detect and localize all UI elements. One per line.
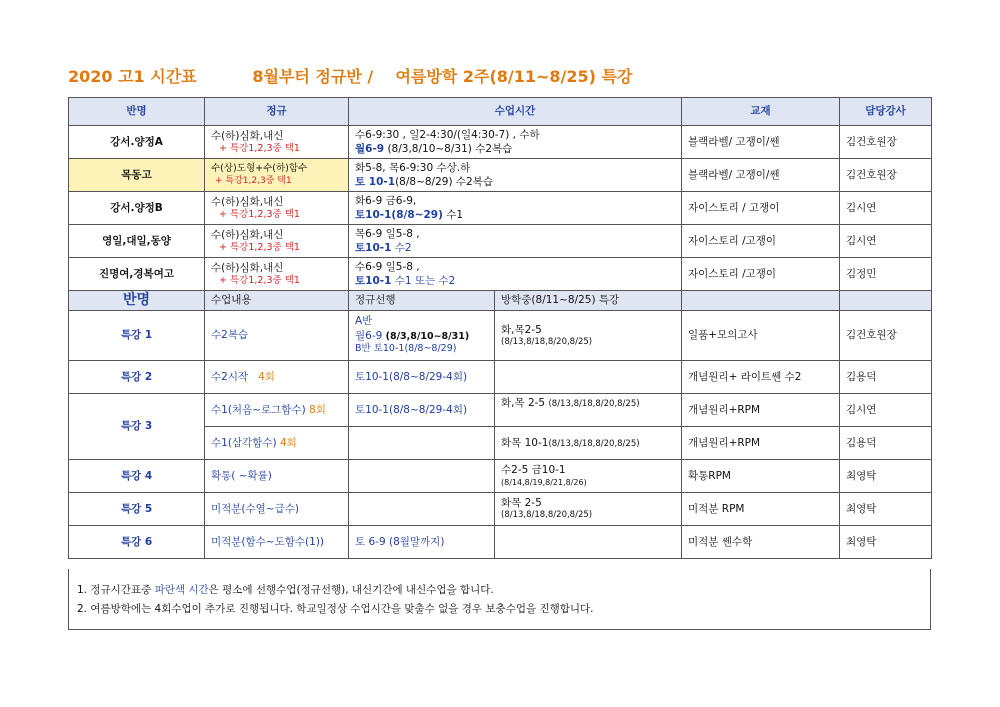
teacher: 김정민 xyxy=(840,258,932,291)
special-preview: 토10-1(8/8~8/29-4회) xyxy=(349,360,495,393)
special-preview: 토 6-9 (8월말까지) xyxy=(349,525,495,558)
header-teacher: 담당강사 xyxy=(840,98,932,126)
regular-course: 수(하)심화,내신 + 특강1,2,3중 택1 xyxy=(205,258,349,291)
textbook: 자이스토리 / 고쟁이 xyxy=(682,192,840,225)
special-content: 미적분(함수~도함수(1)) xyxy=(205,525,349,558)
table-header-row xyxy=(69,98,932,126)
special-content: 수1(삼각함수) 4회 xyxy=(205,426,349,459)
table-row xyxy=(69,525,932,558)
class-name: 목동고 xyxy=(69,159,205,192)
subheader-vacation: 방학중(8/11~8/25) 특강 xyxy=(495,291,682,311)
teacher: 김용덕 xyxy=(840,426,932,459)
special-content: 수1(처음~로그함수) 8회 xyxy=(205,393,349,426)
table-row xyxy=(69,310,932,360)
class-name: 강서.양정B xyxy=(69,192,205,225)
special-vacation xyxy=(495,525,682,558)
table-row xyxy=(69,492,932,525)
textbook: 블랙라벨/ 고쟁이/쎈 xyxy=(682,126,840,159)
class-name: 강서.양정A xyxy=(69,126,205,159)
class-time: 목6-9 일5-8 , 토10-1 수2 xyxy=(349,225,682,258)
textbook: 자이스토리 /고쟁이 xyxy=(682,258,840,291)
teacher: 최영탁 xyxy=(840,525,932,558)
teacher: 김건호원장 xyxy=(840,126,932,159)
note-2: 2. 여름방학에는 4회수업이 추가로 진행됩니다. 학교일정상 수업시간을 맞출수 없을 경우 보충수업을 진행합니다. xyxy=(77,603,594,615)
class-name: 영일,대일,동양 xyxy=(69,225,205,258)
special-preview: 토10-1(8/8~8/29-4회) xyxy=(349,393,495,426)
regular-course: 수(하)심화,내신 + 특강1,2,3중 택1 xyxy=(205,192,349,225)
note-1: 1. 정규시간표중 파란색 시간은 평소에 선행수업(정규선행), 내신기간에 내신수업을 합니다. xyxy=(77,584,494,596)
header-class-time: 수업시간 xyxy=(349,98,682,126)
textbook: 개념원리+ 라이트쎈 수2 xyxy=(682,360,840,393)
special-vacation: 수2-5 금10-1 (8/14,8/19,8/21,8/26) xyxy=(495,459,682,492)
special-name: 특강 4 xyxy=(69,459,205,492)
teacher: 최영탁 xyxy=(840,492,932,525)
special-vacation: 화,목2-5 (8/13,8/18,8/20,8/25) xyxy=(495,310,682,360)
subheader-class: 반명 xyxy=(69,291,205,311)
textbook: 자이스토리 /고쟁이 xyxy=(682,225,840,258)
class-time: 수6-9:30 , 일2-4:30/(일4:30-7) , 수하 월6-9 (8/3,8/10~8/31) 수2복습 xyxy=(349,126,682,159)
textbook: 일품+모의고사 xyxy=(682,310,840,360)
header-regular: 정규 xyxy=(205,98,349,126)
special-name: 특강 3 xyxy=(69,393,205,459)
special-preview: A반 월6-9 (8/3,8/10~8/31) B반 토10-1(8/8~8/29) xyxy=(349,310,495,360)
notes-box xyxy=(68,569,931,630)
regular-course: 수(하)심화,내신 + 특강1,2,3중 택1 xyxy=(205,225,349,258)
special-name: 특강 2 xyxy=(69,360,205,393)
class-time: 화5-8, 목6-9:30 수상.하 토 10-1(8/8~8/29) 수2복습 xyxy=(349,159,682,192)
subheader-teacher-blank xyxy=(840,291,932,311)
regular-course: 수(상)도형+수(하)함수 + 특강1,2,3중 택1 xyxy=(205,159,349,192)
header-textbook: 교재 xyxy=(682,98,840,126)
table-row xyxy=(69,126,932,159)
regular-course: 수(하)심화,내신 + 특강1,2,3중 택1 xyxy=(205,126,349,159)
special-vacation: 화,목 2-5 (8/13,8/18,8/20,8/25) xyxy=(495,393,682,426)
special-content: 수2복습 xyxy=(205,310,349,360)
subheader-textbook-blank xyxy=(682,291,840,311)
table-row xyxy=(69,192,932,225)
table-row xyxy=(69,393,932,426)
page-title: 2020 고1 시간표 8월부터 정규반 / 여름방학 2주(8/11~8/25) 특강 xyxy=(68,67,633,86)
table-row xyxy=(69,360,932,393)
class-name: 진명여,경복여고 xyxy=(69,258,205,291)
special-content: 수2시작 4회 xyxy=(205,360,349,393)
special-preview xyxy=(349,426,495,459)
special-vacation: 화목 2-5 (8/13,8/18,8/20,8/25) xyxy=(495,492,682,525)
special-preview xyxy=(349,459,495,492)
timetable xyxy=(68,97,932,559)
special-name: 특강 1 xyxy=(69,310,205,360)
class-time: 화6-9 금6-9, 토10-1(8/8~29) 수1 xyxy=(349,192,682,225)
teacher: 김건호원장 xyxy=(840,310,932,360)
special-header-row xyxy=(69,291,932,311)
table-row xyxy=(69,225,932,258)
textbook: 미적분 쎈수학 xyxy=(682,525,840,558)
teacher: 김시연 xyxy=(840,393,932,426)
textbook: 블랙라벨/ 고쟁이/쎈 xyxy=(682,159,840,192)
textbook: 확통RPM xyxy=(682,459,840,492)
special-content: 미적분(수열~급수) xyxy=(205,492,349,525)
teacher: 김시연 xyxy=(840,225,932,258)
special-vacation: 화목 10-1(8/13,8/18,8/20,8/25) xyxy=(495,426,682,459)
special-name: 특강 6 xyxy=(69,525,205,558)
special-preview xyxy=(349,492,495,525)
textbook: 개념원리+RPM xyxy=(682,393,840,426)
textbook: 개념원리+RPM xyxy=(682,426,840,459)
class-time: 수6-9 일5-8 , 토10-1 수1 또는 수2 xyxy=(349,258,682,291)
table-row xyxy=(69,258,932,291)
subheader-preview: 정규선행 xyxy=(349,291,495,311)
subheader-content: 수업내용 xyxy=(205,291,349,311)
table-row xyxy=(69,159,932,192)
teacher: 최영탁 xyxy=(840,459,932,492)
special-content: 확통( ~확률) xyxy=(205,459,349,492)
teacher: 김시연 xyxy=(840,192,932,225)
teacher: 김용덕 xyxy=(840,360,932,393)
textbook: 미적분 RPM xyxy=(682,492,840,525)
teacher: 김건호원장 xyxy=(840,159,932,192)
special-name: 특강 5 xyxy=(69,492,205,525)
special-vacation xyxy=(495,360,682,393)
table-row xyxy=(69,459,932,492)
header-class: 반명 xyxy=(69,98,205,126)
